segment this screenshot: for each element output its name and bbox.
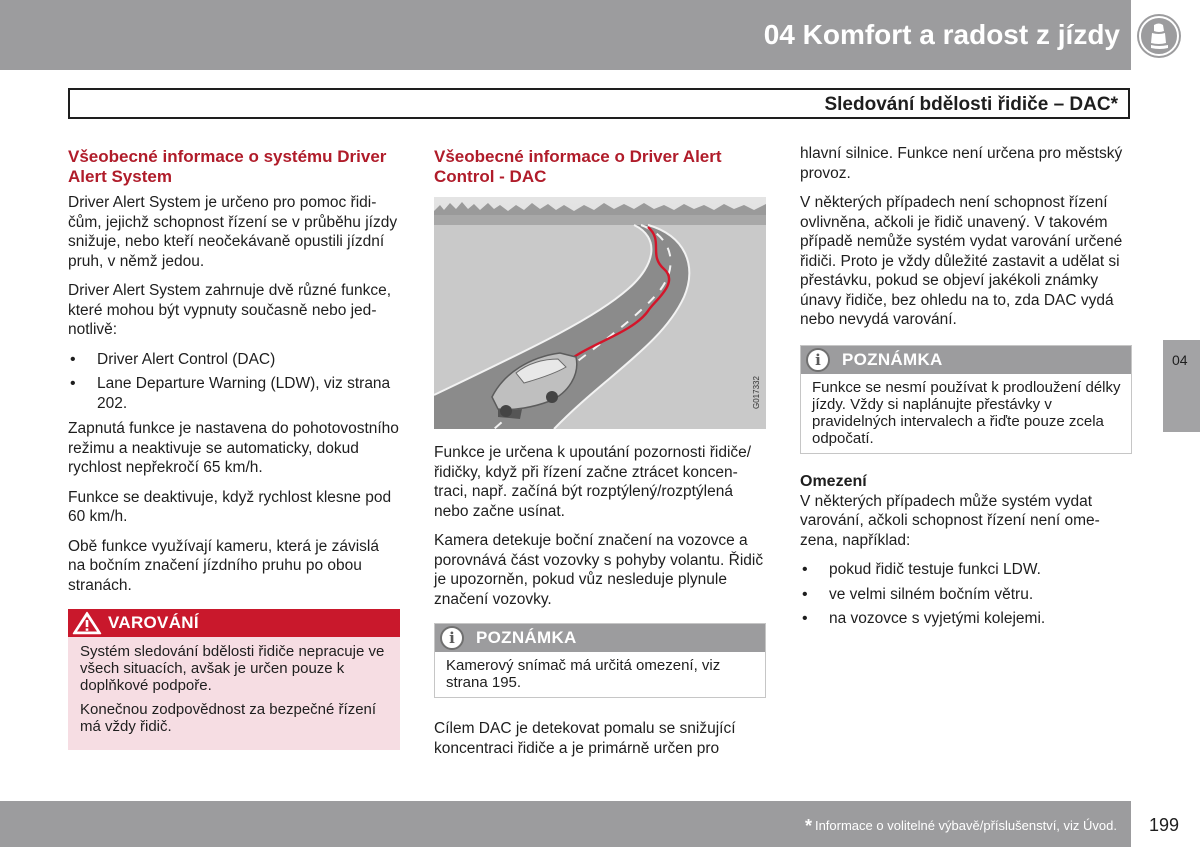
warning-triangle-icon <box>72 611 102 635</box>
chapter-title: 04 Komfort a radost z jízdy <box>763 19 1120 50</box>
dac-illustration <box>434 197 766 429</box>
col2-paragraph-3: Cílem DAC je detekovat pomalu se snižující koncentraci řidiče a je primárně určen pro <box>434 720 736 757</box>
note-body <box>801 374 1131 453</box>
col3-bullet-list <box>800 560 1131 629</box>
image-code: G017332 <box>752 376 761 409</box>
seat-icon <box>1137 14 1181 58</box>
list-item: • Driver Alert Control (DAC) <box>68 350 400 370</box>
list-item: • na vozovce s vyjetými kolejemi. <box>800 609 1131 629</box>
warning-body <box>68 637 400 750</box>
col1-paragraph-4: Funkce se deaktivuje, když rychlost klesne pod 60 km/h. <box>68 488 392 525</box>
column-1 <box>68 144 400 750</box>
footer-note-text: Informace o volitelné výbavě/příslušenství, viz Úvod. <box>814 818 1117 833</box>
warning-text-2: Konečnou zodpovědnost za bezpečné řízení má vždy řidič. <box>80 701 377 735</box>
note-title: POZNÁMKA <box>842 349 943 369</box>
note-title: POZNÁMKA <box>476 628 577 647</box>
col1-paragraph-5: Obě funkce využívají kameru, která je závislá na bočním značení jízdního pruhu po obou stranách. <box>68 537 379 594</box>
warning-text-1: Systém sledování bdělosti řidiče nepracuje ve všech situacích, avšak je určen pouze k doplňkové podpoře. <box>80 643 385 694</box>
footer-note <box>805 816 1117 837</box>
note-header <box>435 624 765 652</box>
info-icon: i <box>440 626 464 650</box>
col2-paragraph-2: Kamera detekuje boční značení na vozovce a porovnává část vozovky s pohyby volantu. Řidič je upozorněn, pokud vůz nesleduje plynule značení vozovky. <box>434 532 764 608</box>
warning-box <box>68 609 400 750</box>
column-3 <box>800 144 1131 635</box>
warning-title: VAROVÁNÍ <box>108 613 199 632</box>
footer-asterisk: * <box>804 816 812 836</box>
col1-paragraph-2: Driver Alert System zahrnuje dvě různé funkce, které mohou být vypnuty současně nebo jednotlivě: <box>68 282 392 338</box>
section-title-box <box>68 88 1130 119</box>
list-item: • ve velmi silném bočním větru. <box>800 585 1131 605</box>
note-box <box>434 623 766 698</box>
road-car-illustration <box>434 197 766 429</box>
col1-bullet-list <box>68 350 400 414</box>
note-box <box>800 345 1132 454</box>
section-title: Sledování bdělosti řidiče – DAC* <box>824 94 1118 115</box>
page-number: 199 <box>1149 815 1180 835</box>
column-2 <box>434 144 766 768</box>
warning-header <box>68 609 400 637</box>
col3-subheading: Omezení <box>800 472 867 490</box>
col2-heading: Všeobecné informace o Driver Alert Control - DAC <box>434 147 722 186</box>
col2-paragraph-1: Funkce je určena k upoutání pozornosti řidiče/řidičky, když při řízení začne ztrácet koncentraci, např. začíná být rozptýlený/rozptýlená nebo začne usínat. <box>434 444 752 520</box>
col1-paragraph-1: Driver Alert System je určeno pro pomoc řidičům, jejichž schopnost řízení se v průběhu jízdy snižuje, nebo kteří neočekávaně opustili jízdní pruh, v němž jedou. <box>68 194 398 270</box>
note-header <box>801 346 1131 374</box>
info-icon: i <box>806 348 830 372</box>
col3-paragraph-2: V některých případech není schopnost řízení ovlivněna, ačkoli je řidič unavený. V takovém případě nemůže systém vydat varování určené řidiči. Proto je vždy důležité zastavit a udělat si přestávku, pokud se objeví jakékoli známky únavy řidiče, bez ohledu na to, zda DAC vydá nebo nevydá varování. <box>800 194 1123 328</box>
list-item: • Lane Departure Warning (LDW), viz strana 202. <box>68 374 400 413</box>
chapter-side-tab <box>1163 340 1200 432</box>
note-text: Funkce se nesmí používat k prodloužení délky jízdy. Vždy si naplánujte přestávky v pravidelných intervalech a řiďte pouze zcela odpočatí. <box>812 378 1121 447</box>
note-text: Kamerový snímač má určitá omezení, viz strana 195. <box>446 657 721 691</box>
note-body <box>435 652 765 697</box>
col3-paragraph-1: hlavní silnice. Funkce není určena pro městský provoz. <box>800 145 1123 182</box>
col1-paragraph-3: Zapnutá funkce je nastavena do pohotovostního režimu a neaktivuje se automaticky, dokud rychlost nepřekročí 65 km/h. <box>68 420 399 476</box>
col3-paragraph-3: V některých případech může systém vydat varování, ačkoli schopnost řízení není omezena, například: <box>800 492 1100 549</box>
col1-heading: Všeobecné informace o systému Driver Alert System <box>68 147 387 186</box>
list-item: • pokud řidič testuje funkci LDW. <box>800 560 1131 580</box>
chapter-side-tab-label: 04 <box>1172 352 1188 368</box>
